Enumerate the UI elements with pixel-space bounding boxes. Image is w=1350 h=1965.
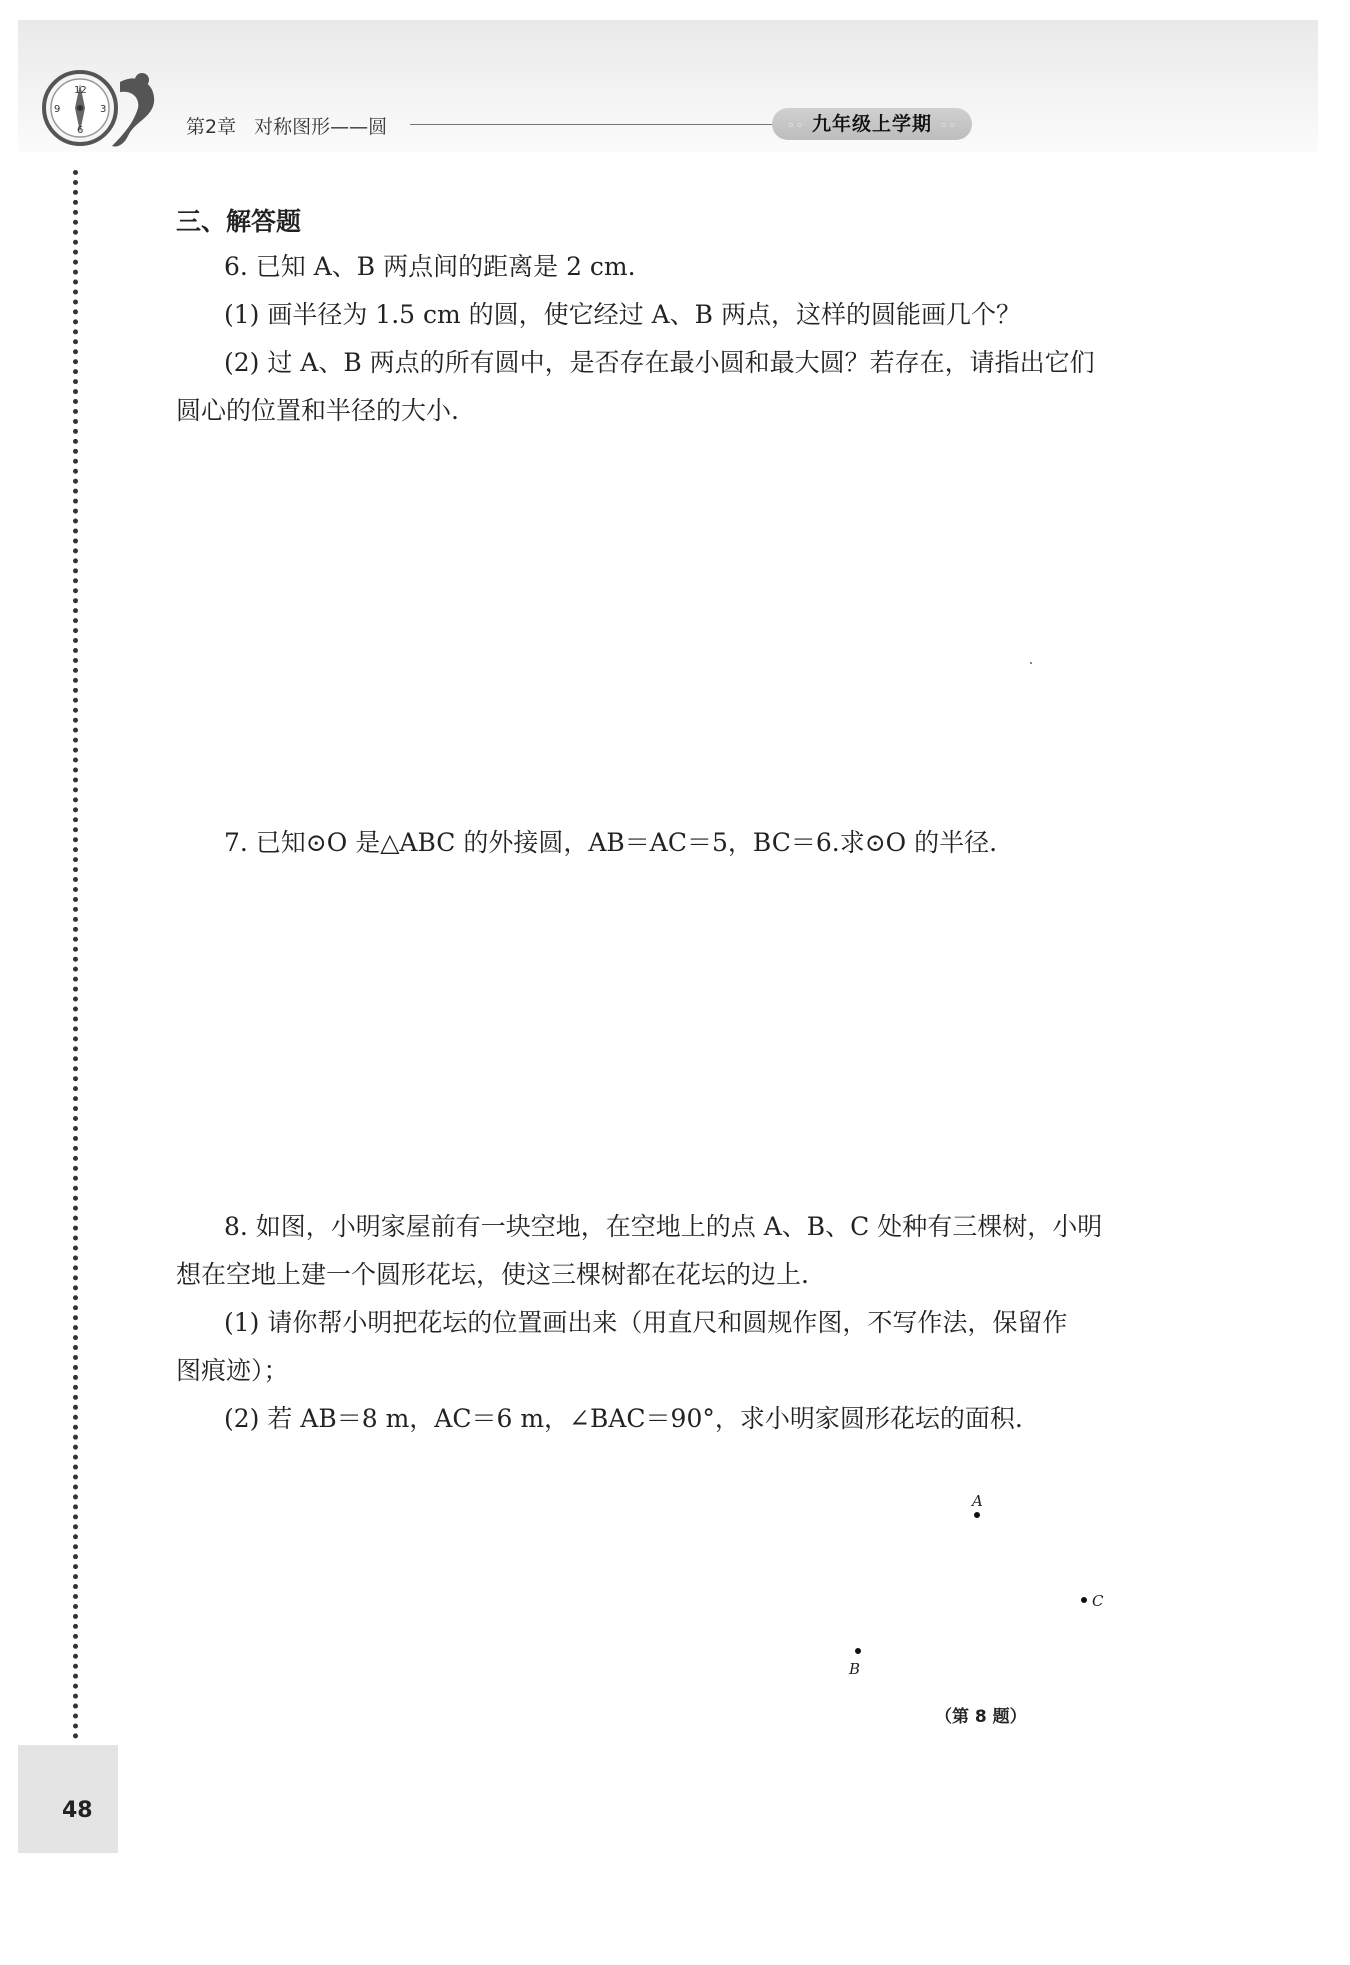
q6-part2-line1: (2) 过 A、B 两点的所有圆中，是否存在最小圆和最大圆？若存在，请指出它们 bbox=[224, 348, 1095, 377]
point-a-label: A bbox=[972, 1492, 983, 1510]
logo-number-3: 3 bbox=[100, 104, 107, 115]
point-c bbox=[1081, 1597, 1087, 1603]
chapter-title bbox=[186, 112, 387, 139]
point-b-label: B bbox=[849, 1660, 861, 1678]
q6-part2-line2: 圆心的位置和半径的大小. bbox=[176, 396, 459, 425]
compass-clock-logo-icon bbox=[38, 62, 168, 152]
logo-number-12: 12 bbox=[74, 85, 87, 96]
page-number: 48 bbox=[62, 1798, 93, 1823]
chapter-name: 对称图形——圆 bbox=[254, 116, 388, 138]
scan-speck bbox=[1030, 662, 1032, 664]
point-a bbox=[974, 1512, 980, 1518]
chapter-label: 第2章 bbox=[186, 116, 237, 138]
pill-dots-right-icon: ◦◦ bbox=[939, 119, 957, 134]
point-b bbox=[855, 1648, 861, 1654]
figure-caption: （第 8 题） bbox=[935, 1707, 1027, 1727]
grade-badge bbox=[772, 108, 972, 140]
q8-part1-line1: (1) 请你帮小明把花坛的位置画出来（用直尺和圆规作图，不写作法，保留作 bbox=[224, 1308, 1068, 1337]
q8-stem-line2: 想在空地上建一个圆形花坛，使这三棵树都在花坛的边上. bbox=[176, 1260, 809, 1289]
header-rule bbox=[410, 124, 780, 125]
section-title: 三、解答题 bbox=[176, 207, 302, 236]
q6-part1: (1) 画半径为 1.5 cm 的圆，使它经过 A、B 两点，这样的圆能画几个？ bbox=[224, 300, 1021, 329]
q8-figure bbox=[840, 1480, 1140, 1740]
q8-part1-line2: 图痕迹）； bbox=[176, 1356, 289, 1385]
logo-number-6: 6 bbox=[77, 125, 84, 136]
logo-number-9: 9 bbox=[54, 104, 61, 115]
q7-stem: 7. 已知⊙O 是△ABC 的外接圆，AB＝AC＝5，BC＝6.求⊙O 的半径. bbox=[224, 828, 998, 857]
grade-label: 九年级上学期 bbox=[811, 113, 932, 135]
left-dotted-border bbox=[73, 170, 78, 1740]
q8-stem-line1: 8. 如图，小明家屋前有一块空地，在空地上的点 A、B、C 处种有三棵树，小明 bbox=[224, 1212, 1103, 1241]
point-c-label: C bbox=[1092, 1592, 1104, 1610]
pill-dots-left-icon: ◦◦ bbox=[787, 119, 805, 134]
q8-part2: (2) 若 AB＝8 m，AC＝6 m，∠BAC＝90°，求小明家圆形花坛的面积. bbox=[224, 1404, 1023, 1433]
q6-stem: 6. 已知 A、B 两点间的距离是 2 cm. bbox=[224, 252, 636, 281]
